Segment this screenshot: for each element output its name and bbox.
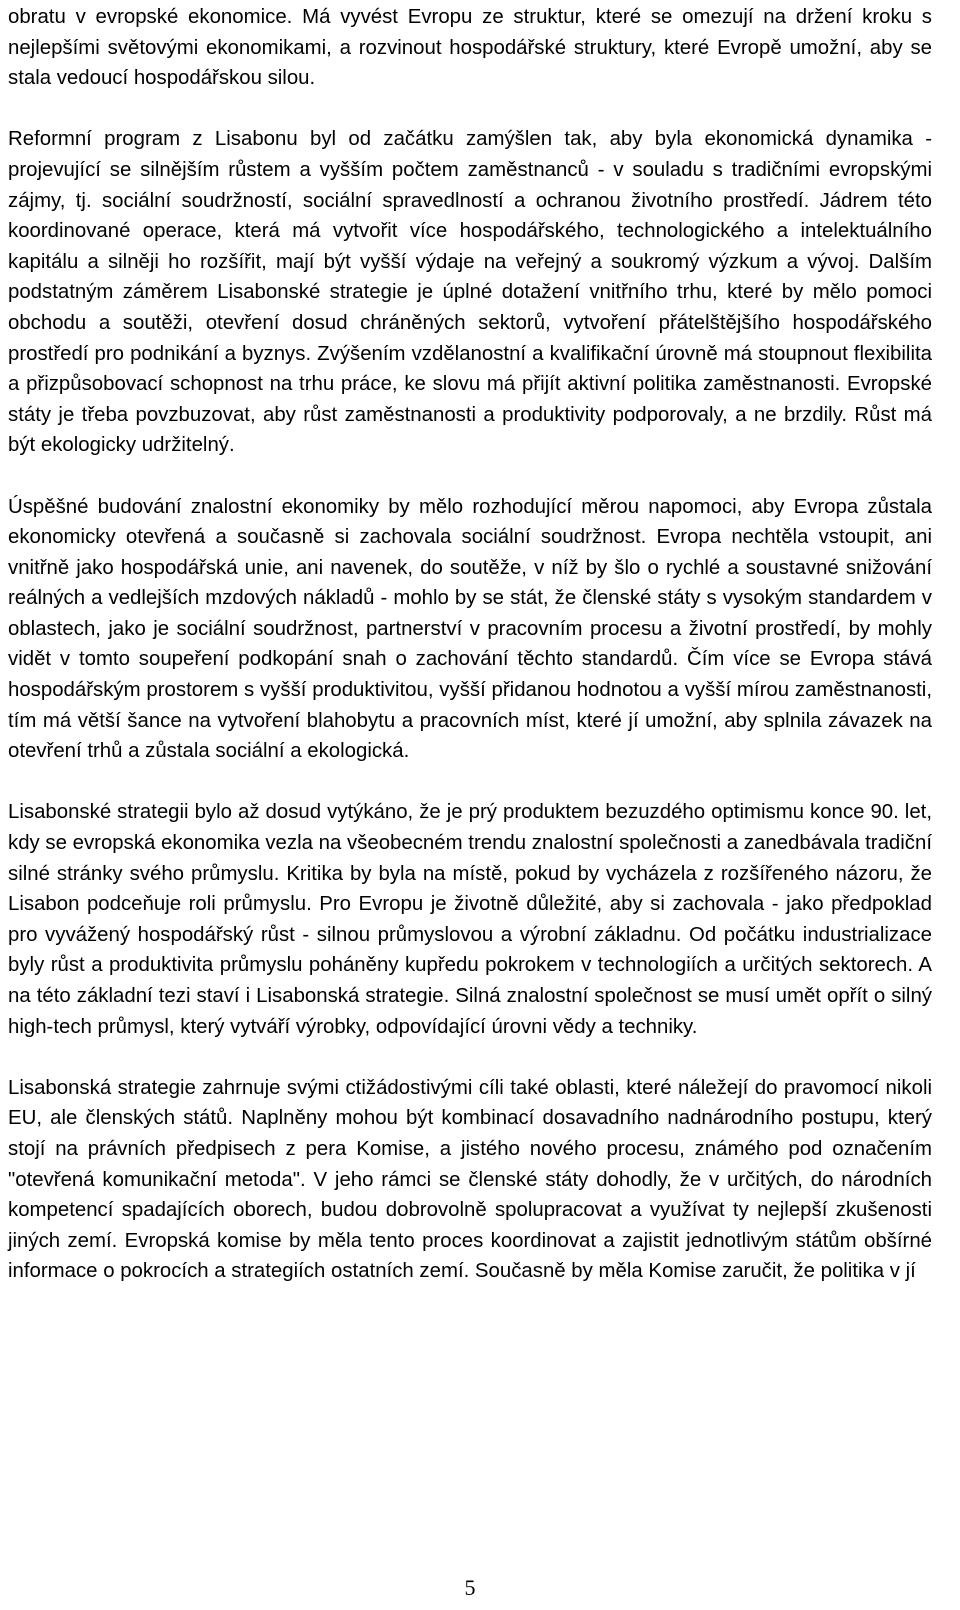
page-number: 5 [464,1575,476,1600]
paragraph-3: Úspěšné budování znalostní ekonomiky by mělo rozhodující měrou napomoci, aby Evropa zůstala ekonomicky otevřená a současně si zachovala sociální soudržnost. Evropa nechtěla vstoupit, ani vnitřně jako hospodářská unie, ani navenek, do soutěže, v níž by šlo o rychlé a soustavné snižování reálných a vedlejších mzdových nákladů - mohlo by se stát, že členské státy s vysokým standardem v oblastech, jako je sociální soudržnost, partnerství v pracovním procesu a životní prostředí, by mohly vidět v tomto soupeření podkopání snah o zachování těchto standardů. Čím více se Evropa stává hospodářským prostorem s vyšší produktivitou, vyšší přidanou hodnotou a vyšší mírou zaměstnanosti, tím má větší šance na vytvoření blahobytu a pracovních míst, které jí umožní, aby splnila závazek na otevření trhů a zůstala sociální a ekologická. [8,495,932,763]
paragraph-5: Lisabonská strategie zahrnuje svými ctižádostivými cíli také oblasti, které náležejí do pravomocí nikoli EU, ale členských států. Naplněny mohou být kombinací dosavadního nadnárodního postupu, který stojí na právních předpisech z pera Komise, a jistého nového procesu, známého pod označením "otevřená komunikační metoda". V jeho rámci se členské státy dohodly, že v určitých, do národních kompetencí spadajících oborech, budou dobrovolně spolupracovat a využívat ty nejlepší zkušenosti jiných zemí. Evropská komise by měla tento proces koordinovat a zajistit jednotlivým státům obšírné informace o pokrocích a strategiích ostatních zemí. Současně by měla Komise zaručit, že politika v jí [8,1076,932,1283]
paragraph-2: Reformní program z Lisabonu byl od začátku zamýšlen tak, aby byla ekonomická dynamika - projevující se silnějším růstem a vyšším počtem zaměstnanců - v souladu s tradičními evropskými zájmy, tj. sociální soudržností, sociální spravedlností a ochranou životního prostředí. Jádrem této koordinované operace, která má vytvořit více hospodářského, technologického a intelektuálního kapitálu a silněji ho rozšířit, mají být vyšší výdaje na veřejný a soukromý výzkum a vývoj. Dalším podstatným záměrem Lisabonské strategie je úplné dotažení vnitřního trhu, které by mělo pomoci obchodu a soutěži, otevření dosud chráněných sektorů, vytvoření přátelštějšího hospodářského prostředí pro podnikání a byznys. Zvýšením vzdělanostní a kvalifikační úrovně má stoupnout flexibilita a přizpůsobovací schopnost na trhu práce, ke slovu má přijít aktivní politika zaměstnanosti. Evropské státy je třeba povzbuzovat, aby růst zaměstnanosti a produktivity podporovaly, a ne brzdily. Růst má být ekologicky udržitelný. [8,128,932,457]
paragraph-4: Lisabonské strategii bylo až dosud vytýkáno, že je prý produktem bezuzdého optimismu konce 90. let, kdy se evropská ekonomika vezla na všeobecném trendu znalostní společnosti a zanedbávala tradiční silné stránky svého průmyslu. Kritika by byla na místě, pokud by vycházela z rozšířeného názoru, že Lisabon podceňuje roli průmyslu. Pro Evropu je životně důležité, aby si zachovala - jako předpoklad pro vyvážený hospodářský růst - silnou průmyslovou a výrobní základnu. Od počátku industrializace byly růst a produktivita průmyslu poháněny kupředu pokrokem v technologiích a určitých sektorech. A na této základní tezi staví i Lisabonská strategie. Silná znalostní společnost se musí umět opřít o silný high-tech průmysl, který vytváří výrobky, odpovídající úrovni vědy a techniky. [8,801,932,1038]
paragraph-1: obratu v evropské ekonomice. Má vyvést Evropu ze struktur, které se omezují na držení kroku s nejlepšími světovými ekonomikami, a rozvinout hospodářské struktury, které Evropě umožní, aby se stala vedoucí hospodářskou silou. [8,6,932,90]
body-text [8,2,932,1287]
